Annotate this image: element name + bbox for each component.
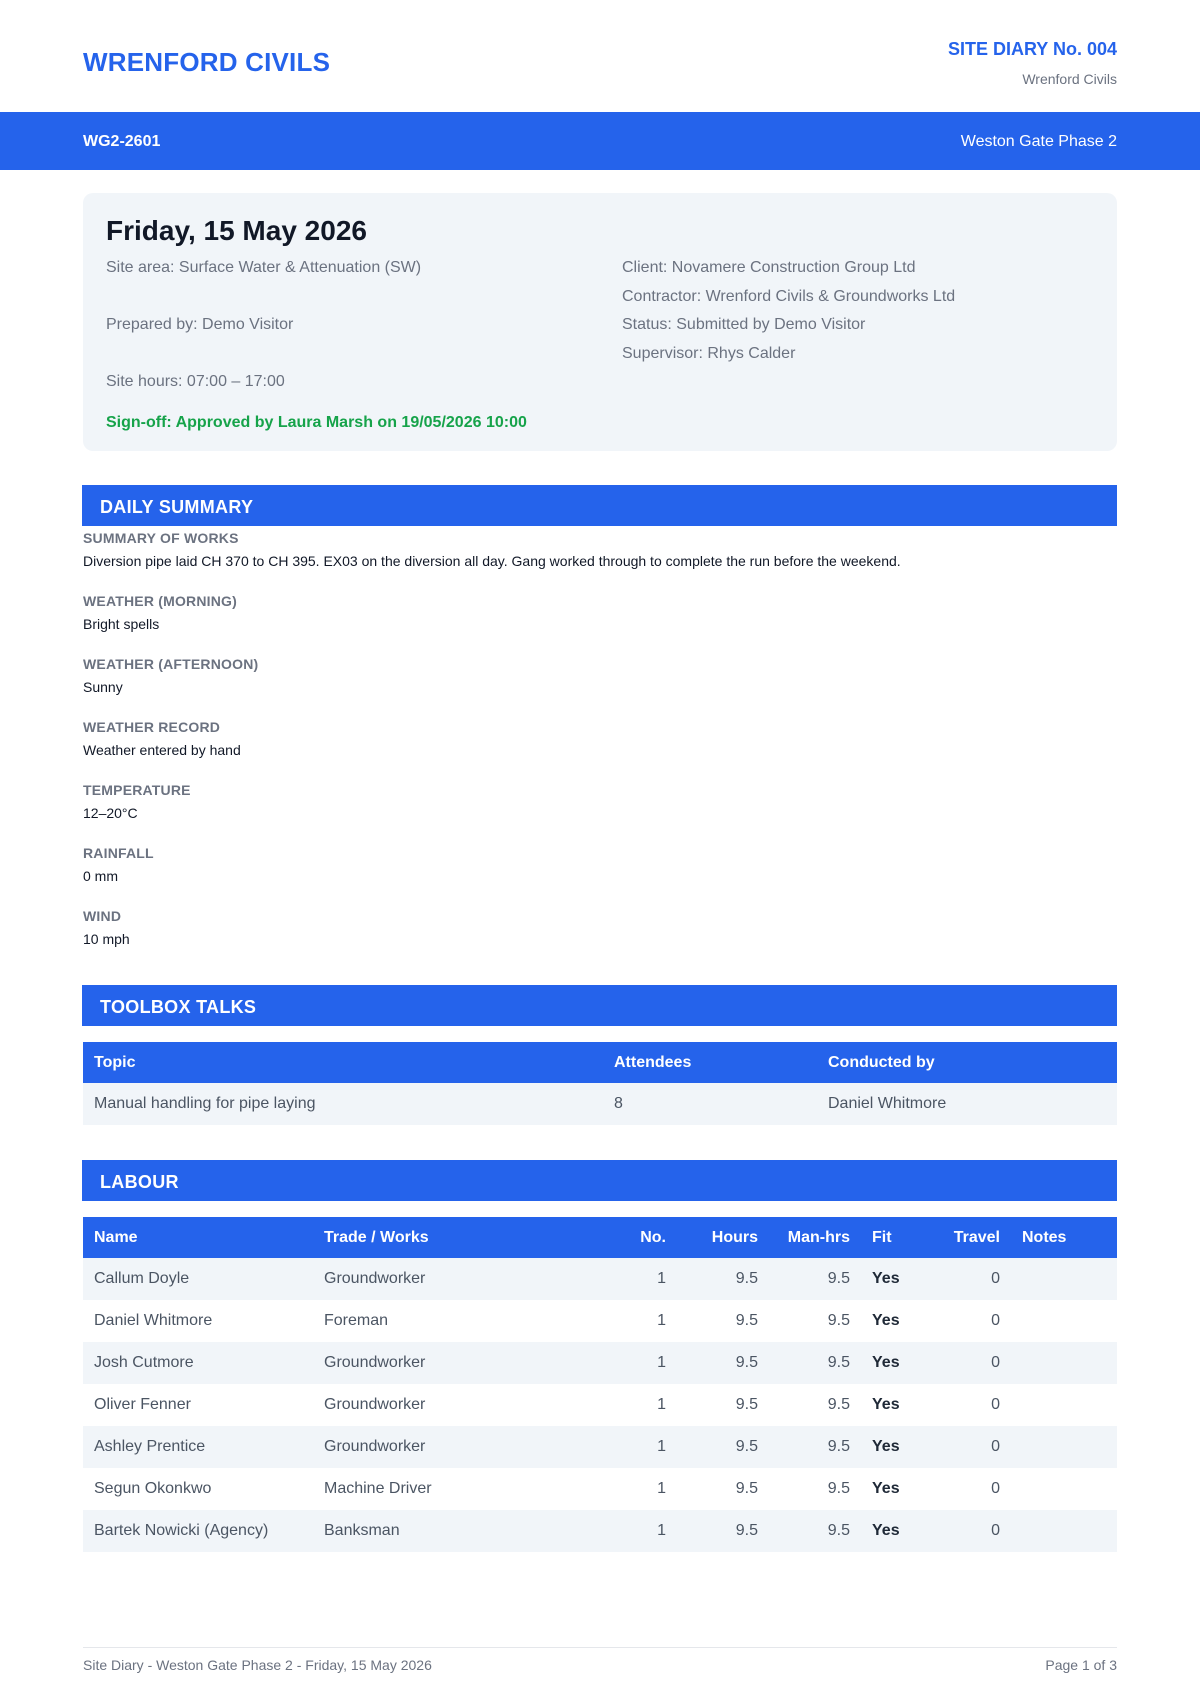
labour-trade: Machine Driver xyxy=(324,1480,432,1497)
labour-table xyxy=(83,1217,1117,1552)
column-header-conducted-by: Conducted by xyxy=(828,1053,935,1071)
labour-name: Daniel Whitmore xyxy=(94,1312,213,1329)
labour-name: Callum Doyle xyxy=(94,1270,190,1287)
table-row xyxy=(83,1510,1117,1552)
field-label-weather-morning: WEATHER (MORNING) xyxy=(83,593,238,609)
labour-travel: 0 xyxy=(991,1396,1000,1413)
labour-trade: Banksman xyxy=(324,1522,400,1539)
labour-name: Segun Okonkwo xyxy=(94,1480,212,1497)
table-row xyxy=(83,1426,1117,1468)
labour-fit: Yes xyxy=(872,1438,900,1455)
client: Client: Novamere Construction Group Ltd xyxy=(622,259,916,276)
status: Status: Submitted by Demo Visitor xyxy=(622,316,866,333)
footer-page-number: Page 1 of 3 xyxy=(1045,1657,1117,1673)
project-reference: WG2-2601 xyxy=(83,133,161,150)
table-header-row xyxy=(83,1217,1117,1258)
site-area: Site area: Surface Water & Attenuation (SW) xyxy=(106,259,422,276)
labour-man-hours: 9.5 xyxy=(827,1312,850,1329)
toolbox-conducted-by: Daniel Whitmore xyxy=(828,1095,947,1112)
labour-fit: Yes xyxy=(872,1312,900,1329)
field-value-weather-afternoon: Sunny xyxy=(83,679,123,695)
labour-travel: 0 xyxy=(991,1480,1000,1497)
table-row xyxy=(83,1342,1117,1384)
labour-name: Oliver Fenner xyxy=(94,1396,191,1413)
field-value-temperature: 12–20°C xyxy=(83,805,138,821)
labour-man-hours: 9.5 xyxy=(827,1438,850,1455)
labour-notes xyxy=(1011,1258,1117,1300)
column-header-hours: Hours xyxy=(711,1228,758,1246)
labour-hours: 9.5 xyxy=(735,1270,758,1287)
labour-trade: Groundworker xyxy=(324,1396,426,1413)
labour-no: 1 xyxy=(657,1270,666,1287)
labour-travel: 0 xyxy=(991,1438,1000,1455)
labour-hours: 9.5 xyxy=(735,1312,758,1329)
labour-trade: Groundworker xyxy=(324,1438,426,1455)
labour-hours: 9.5 xyxy=(735,1396,758,1413)
labour-name: Ashley Prentice xyxy=(94,1438,206,1455)
column-header-trade: Trade / Works xyxy=(324,1228,429,1246)
table-header-row xyxy=(83,1042,1117,1083)
labour-hours: 9.5 xyxy=(735,1480,758,1497)
labour-notes xyxy=(1011,1468,1117,1510)
prepared-by: Prepared by: Demo Visitor xyxy=(106,316,294,333)
labour-notes xyxy=(1011,1510,1117,1552)
diary-date: Friday, 15 May 2026 xyxy=(106,215,367,246)
toolbox-topic: Manual handling for pipe laying xyxy=(94,1095,316,1112)
labour-no: 1 xyxy=(657,1438,666,1455)
field-label-weather-record: WEATHER RECORD xyxy=(83,719,221,735)
table-row xyxy=(83,1258,1117,1300)
labour-hours: 9.5 xyxy=(735,1354,758,1371)
page-header xyxy=(0,0,1200,112)
labour-trade: Groundworker xyxy=(324,1270,426,1287)
diary-number: SITE DIARY No. 004 xyxy=(947,39,1117,59)
labour-man-hours: 9.5 xyxy=(827,1480,850,1497)
table-row xyxy=(83,1384,1117,1426)
labour-man-hours: 9.5 xyxy=(827,1270,850,1287)
column-header-travel: Travel xyxy=(953,1228,1000,1246)
labour-man-hours: 9.5 xyxy=(827,1396,850,1413)
contractor: Contractor: Wrenford Civils & Groundworks Ltd xyxy=(622,288,956,305)
field-value-rainfall: 0 mm xyxy=(83,868,118,884)
labour-travel: 0 xyxy=(991,1522,1000,1539)
labour-no: 1 xyxy=(657,1312,666,1329)
diary-info-card xyxy=(83,193,1117,451)
labour-hours: 9.5 xyxy=(735,1438,758,1455)
column-header-notes: Notes xyxy=(1022,1228,1067,1246)
labour-man-hours: 9.5 xyxy=(827,1354,850,1371)
field-label-rainfall: RAINFALL xyxy=(83,845,154,861)
site-hours: Site hours: 07:00 – 17:00 xyxy=(106,373,285,390)
labour-trade: Groundworker xyxy=(324,1354,426,1371)
footer-document-title: Site Diary - Weston Gate Phase 2 - Friday, 15 May 2026 xyxy=(83,1657,432,1673)
labour-name: Bartek Nowicki (Agency) xyxy=(94,1522,269,1539)
field-label-temperature: TEMPERATURE xyxy=(83,782,191,798)
labour-notes xyxy=(1011,1342,1117,1384)
daily-summary-heading: DAILY SUMMARY xyxy=(82,485,1117,526)
labour-notes xyxy=(1011,1426,1117,1468)
field-value-weather-morning: Bright spells xyxy=(83,616,160,632)
table-row xyxy=(83,1468,1117,1510)
column-header-no: No. xyxy=(640,1228,666,1246)
supervisor: Supervisor: Rhys Calder xyxy=(622,345,796,362)
labour-man-hours: 9.5 xyxy=(827,1522,850,1539)
labour-no: 1 xyxy=(657,1480,666,1497)
labour-fit: Yes xyxy=(872,1396,900,1413)
labour-fit: Yes xyxy=(872,1354,900,1371)
project-band xyxy=(0,112,1200,170)
labour-no: 1 xyxy=(657,1396,666,1413)
table-row xyxy=(83,1300,1117,1342)
field-value-summary-of-works: Diversion pipe laid CH 370 to CH 395. EX03 on the diversion all day. Gang worked through to complete the run before the weekend. xyxy=(83,553,901,569)
field-value-weather-record: Weather entered by hand xyxy=(83,742,241,758)
labour-no: 1 xyxy=(657,1522,666,1539)
labour-name: Josh Cutmore xyxy=(94,1354,194,1371)
labour-travel: 0 xyxy=(991,1354,1000,1371)
labour-heading: LABOUR xyxy=(82,1160,1117,1201)
company-brand: WRENFORD CIVILS xyxy=(83,47,331,77)
footer-divider xyxy=(83,1647,1117,1648)
labour-travel: 0 xyxy=(991,1312,1000,1329)
diary-organisation: Wrenford Civils xyxy=(1022,71,1117,87)
field-label-summary-of-works: SUMMARY OF WORKS xyxy=(83,530,239,546)
column-header-fit: Fit xyxy=(872,1228,892,1246)
labour-notes xyxy=(1011,1384,1117,1426)
column-header-topic: Topic xyxy=(94,1053,136,1071)
signoff-status: Sign-off: Approved by Laura Marsh on 19/05/2026 10:00 xyxy=(106,414,527,431)
labour-fit: Yes xyxy=(872,1480,900,1497)
labour-travel: 0 xyxy=(991,1270,1000,1287)
toolbox-attendees: 8 xyxy=(614,1095,623,1112)
column-header-man-hours: Man-hrs xyxy=(787,1228,850,1246)
labour-hours: 9.5 xyxy=(735,1522,758,1539)
project-name: Weston Gate Phase 2 xyxy=(960,133,1117,150)
labour-fit: Yes xyxy=(872,1522,900,1539)
labour-trade: Foreman xyxy=(324,1312,389,1329)
labour-notes xyxy=(1011,1300,1117,1342)
labour-fit: Yes xyxy=(872,1270,900,1287)
labour-no: 1 xyxy=(657,1354,666,1371)
column-header-attendees: Attendees xyxy=(614,1053,692,1071)
field-label-wind: WIND xyxy=(83,908,122,924)
column-header-name: Name xyxy=(94,1228,138,1246)
field-label-weather-afternoon: WEATHER (AFTERNOON) xyxy=(83,656,259,672)
table-row xyxy=(83,1083,1117,1125)
toolbox-talks-heading: TOOLBOX TALKS xyxy=(82,985,1117,1026)
field-value-wind: 10 mph xyxy=(83,931,130,947)
toolbox-talks-table xyxy=(83,1042,1117,1125)
